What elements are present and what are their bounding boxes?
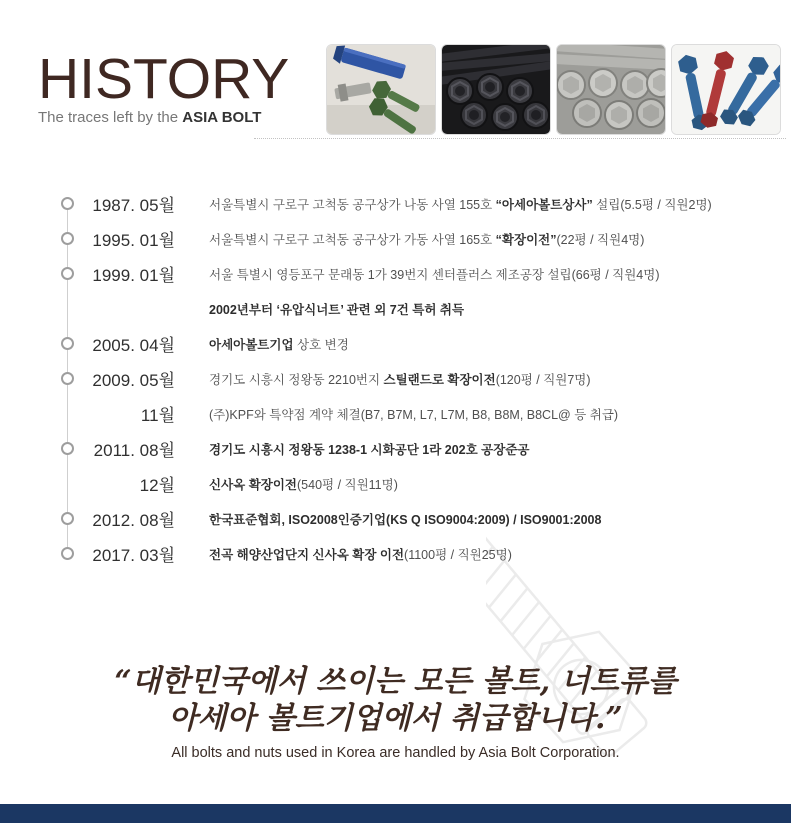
- description-bold-segment: 전곡 해양산업단지 신사옥 확장 이전: [209, 547, 405, 562]
- subtitle: [38, 109, 289, 126]
- description-bold-segment: 스틸랜드로 확장이전: [383, 372, 496, 387]
- timeline-dot-column: [38, 232, 74, 245]
- quote-english: All bolts and nuts used in Korea are handled by Asia Bolt Corporation.: [171, 745, 620, 761]
- description-segment: (22평 / 직원4명): [556, 232, 645, 247]
- timeline-date: 12월: [139, 476, 175, 495]
- header: [0, 44, 791, 140]
- timeline-date: 1987. 05월: [92, 196, 175, 215]
- timeline-date: 2005. 04월: [92, 336, 175, 355]
- page-title: HISTORY: [38, 47, 290, 111]
- description-segment: 서울특별시 구로구 고척동 공구상가 나동 사열 155호: [209, 197, 496, 212]
- description-segment: (540평 / 직원11명): [297, 477, 398, 492]
- timeline-date: 2011. 08월: [93, 441, 175, 460]
- timeline-date: 1995. 01월: [92, 231, 175, 250]
- timeline-row: [38, 221, 778, 256]
- timeline-row: [38, 431, 778, 466]
- description-segment: (120평 / 직원7명): [495, 372, 591, 387]
- description-segment: 경기도 시흥시 정왕동 2210번지: [209, 372, 384, 387]
- timeline-dot-column: [38, 442, 74, 455]
- timeline-description: [209, 230, 644, 248]
- description-bold-segment: “아세아볼트상사”: [495, 197, 593, 212]
- timeline-date: 2017. 03월: [92, 546, 175, 565]
- timeline-date: 1999. 01월: [92, 266, 175, 285]
- timeline-description: [209, 335, 349, 353]
- timeline-dot: [61, 547, 74, 560]
- timeline-dot-column: [38, 512, 74, 525]
- header-dotted-divider: [254, 138, 786, 139]
- timeline-dot-column: [38, 197, 74, 210]
- quote-line-2: 아세아 볼트기업에서 취급합니다.”: [168, 701, 623, 736]
- timeline-description: [209, 545, 512, 563]
- timeline-description: [209, 475, 398, 493]
- timeline-dot: [61, 197, 74, 210]
- timeline-dot: [61, 442, 74, 455]
- timeline-date: 2009. 05월: [92, 371, 175, 390]
- description-bold-segment: 한국표준협회, ISO2008인증기업(KS Q ISO9004:2009) / ISO9001:2008: [209, 512, 602, 527]
- description-bold-segment: 경기도 시흥시 정왕동 1238-1 시화공단 1라 202호 공장준공: [209, 442, 530, 457]
- timeline-description: [209, 300, 464, 318]
- timeline-description: [209, 510, 601, 528]
- timeline-row: [38, 291, 778, 326]
- timeline-dot: [61, 337, 74, 350]
- timeline-dot: [61, 232, 74, 245]
- description-segment: (1100평 / 직원25명): [404, 547, 512, 562]
- description-segment: (주)KPF와 특약점 계약 체결(B7, B7M, L7, L7M, B8, B8M, B8CL@ 등 취급): [209, 407, 619, 422]
- quote-line-1: “대한민국에서 쓰이는 모든 볼트, 너트류를: [114, 664, 677, 699]
- timeline-description: [209, 405, 618, 423]
- timeline-description: [209, 195, 712, 213]
- description-segment: 서울특별시 구로구 고척동 공구상가 가동 사열 165호: [209, 232, 496, 247]
- timeline-row: [38, 186, 778, 221]
- timeline-row: [38, 256, 778, 291]
- description-segment: 설립(5.5평 / 직원2명): [592, 197, 712, 212]
- timeline-row: [38, 396, 778, 431]
- footer-bar: [0, 804, 791, 823]
- timeline-description: [209, 440, 529, 458]
- blue-red-bolts-photo: [671, 44, 781, 135]
- description-bold-segment: 2002년부터 ‘유압식너트’ 관련 외 7건 특허 취득: [209, 302, 465, 317]
- timeline-dot: [61, 267, 74, 280]
- subtitle-prefix: The traces left by the: [38, 109, 183, 126]
- description-segment: 상호 변경: [293, 337, 349, 352]
- colored-bolts-and-tools-photo: [326, 44, 436, 135]
- timeline-row: [38, 536, 778, 571]
- subtitle-brand: ASIA BOLT: [182, 109, 262, 126]
- description-bold-segment: 신사옥 확장이전: [209, 477, 297, 492]
- timeline-dot-column: [38, 372, 74, 385]
- timeline-date: 2012. 08월: [92, 511, 175, 530]
- black-bolts-stacked-photo: [441, 44, 551, 135]
- timeline-dot: [61, 372, 74, 385]
- timeline-dot-column: [38, 267, 74, 280]
- timeline-date: 11월: [140, 406, 175, 425]
- title-block: [38, 47, 290, 126]
- timeline-dot: [61, 512, 74, 525]
- timeline-row: [38, 501, 778, 536]
- timeline-dot-column: [38, 337, 74, 350]
- timeline-row: [38, 466, 778, 501]
- timeline-description: [209, 265, 660, 283]
- timeline-description: [209, 370, 591, 388]
- timeline-dot-column: [38, 547, 74, 560]
- description-bold-segment: 아세아볼트기업: [209, 337, 294, 352]
- timeline-row: [38, 326, 778, 361]
- description-segment: 서울 특별시 영등포구 문래동 1가 39번지 센터플러스 제조공장 설립(66평 / 직원4명): [209, 267, 660, 282]
- timeline-row: [38, 361, 778, 396]
- silver-bolts-stacked-photo: [556, 44, 666, 135]
- timeline: [38, 186, 778, 571]
- description-bold-segment: “확장이전”: [495, 232, 557, 247]
- photo-strip: [326, 44, 781, 135]
- quote-block: [0, 663, 791, 761]
